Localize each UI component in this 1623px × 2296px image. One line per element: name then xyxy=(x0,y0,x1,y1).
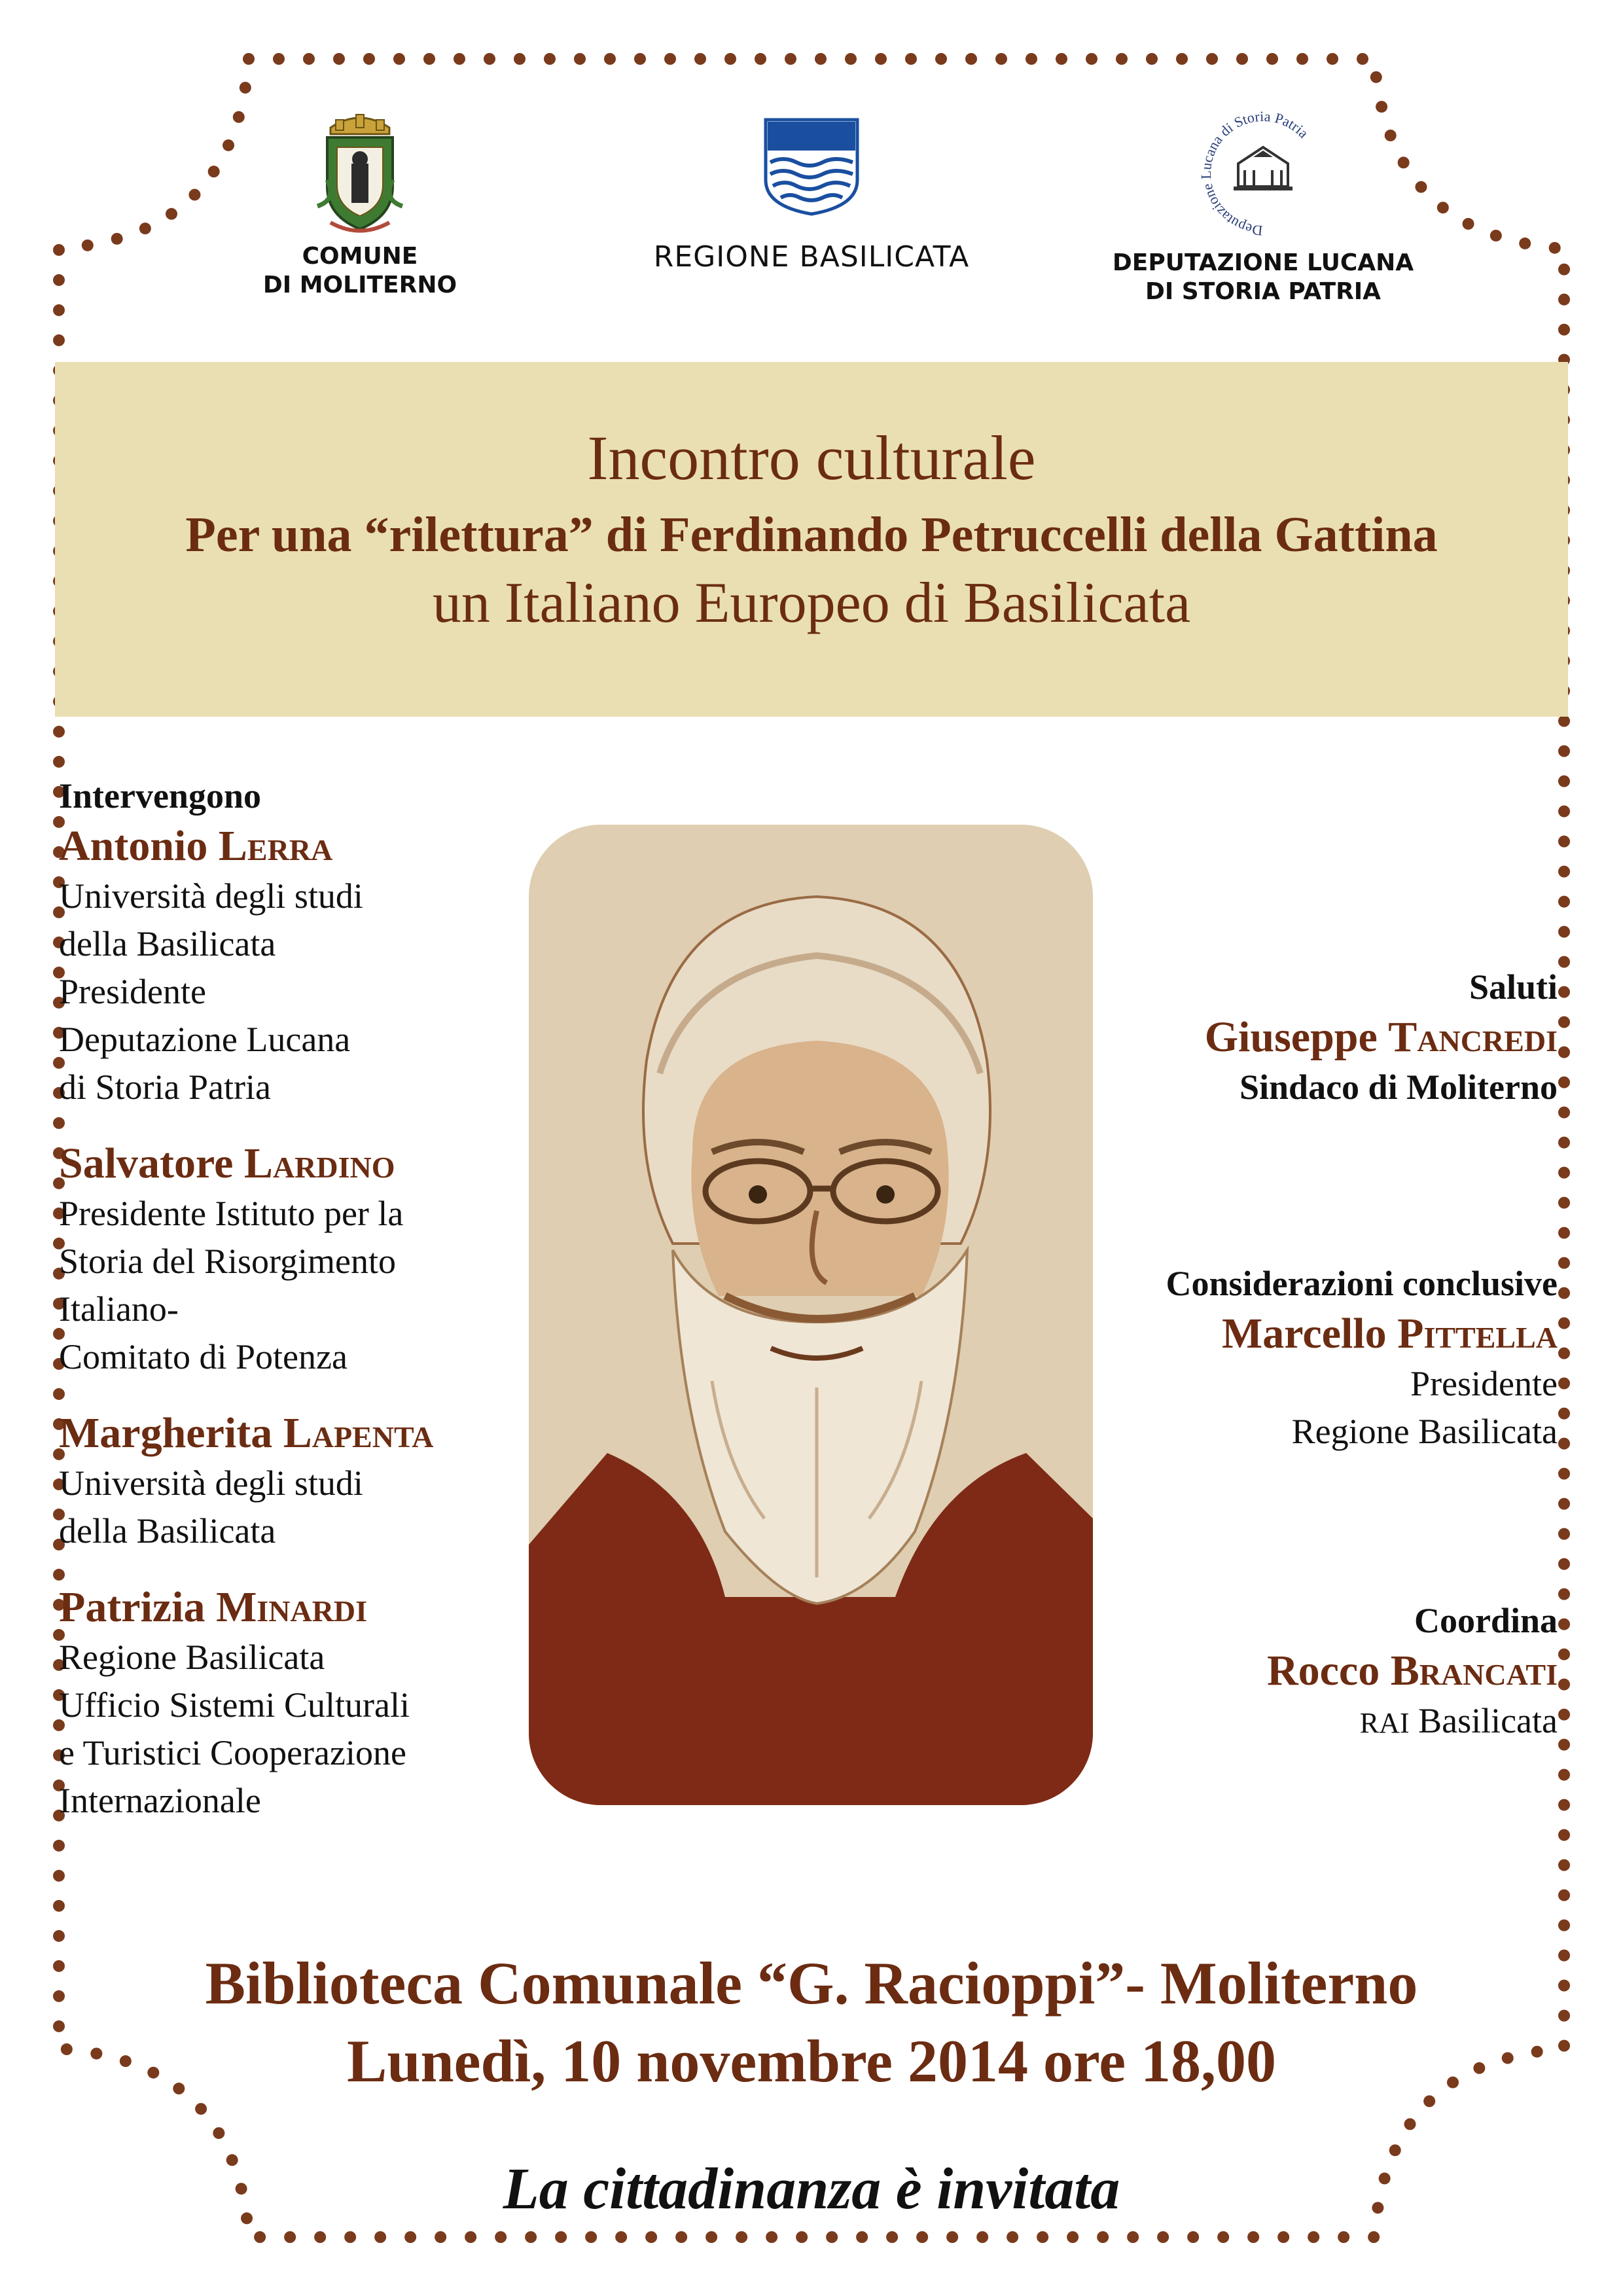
frame-dot xyxy=(465,2231,476,2243)
frame-dot xyxy=(1558,1829,1570,1841)
frame-dot xyxy=(53,274,65,286)
frame-dot xyxy=(525,2231,537,2243)
speaker-role-line: di Storia Patria xyxy=(59,1067,271,1107)
frame-dot xyxy=(1146,53,1158,65)
speaker-name: Margherita Lapenta xyxy=(59,1409,434,1457)
speaker-role-line: della Basilicata xyxy=(59,1511,276,1551)
frame-dot xyxy=(1026,53,1037,65)
frame-dot xyxy=(1338,2231,1349,2243)
regione-basilicata-logo xyxy=(628,118,995,276)
frame-dot xyxy=(1558,1287,1570,1299)
frame-dot xyxy=(1558,1468,1570,1480)
speaker-role-line: e Turistici Cooperazione xyxy=(59,1733,406,1772)
frame-dot xyxy=(53,244,65,256)
frame-dot xyxy=(645,2231,657,2243)
frame-dot xyxy=(1217,2231,1229,2243)
speaker-role-line: Storia del Risorgimento xyxy=(59,1242,396,1281)
date-line: Lunedì, 10 novembre 2014 ore 18,00 xyxy=(346,2028,1277,2094)
venue-line: Biblioteca Comunale “G. Racioppi”- Moliterno xyxy=(205,1950,1418,2017)
conclusive-label: Considerazioni conclusive xyxy=(1166,1264,1558,1303)
saluti-label: Saluti xyxy=(1469,967,1558,1007)
frame-dot xyxy=(1266,53,1278,65)
frame-dot xyxy=(815,53,827,65)
frame-dot xyxy=(1558,1318,1570,1329)
frame-dot xyxy=(1558,1859,1570,1871)
frame-dot xyxy=(1558,324,1570,336)
frame-dot xyxy=(1558,1498,1570,1510)
speaker-name: Antonio Lerra xyxy=(59,822,333,870)
frame-dot xyxy=(1558,1920,1570,1931)
frame-dot xyxy=(615,2231,627,2243)
frame-dot xyxy=(53,304,65,316)
speaker-role-line: Internazionale xyxy=(59,1781,261,1820)
frame-dot xyxy=(826,2231,838,2243)
frame-dot xyxy=(1558,776,1570,787)
frame-dot xyxy=(1176,53,1188,65)
frame-dot xyxy=(886,2231,898,2243)
frame-dot xyxy=(946,2231,958,2243)
invitation-line: La cittadinanza è invitata xyxy=(503,2157,1120,2221)
frame-dot xyxy=(1236,53,1248,65)
frame-dot xyxy=(976,2231,988,2243)
speaker-name: Salvatore Lardino xyxy=(59,1139,395,1187)
frame-dot xyxy=(195,2103,207,2115)
right-column xyxy=(1080,963,1558,1111)
frame-dot xyxy=(705,2231,717,2243)
frame-dot xyxy=(374,2231,386,2243)
frame-dot xyxy=(1187,2231,1199,2243)
frame-dot xyxy=(1037,2231,1048,2243)
frame-dot xyxy=(1308,2231,1319,2243)
frame-dot xyxy=(213,2127,224,2139)
frame-dot xyxy=(755,53,766,65)
frame-dot xyxy=(1423,2095,1435,2107)
frame-dot xyxy=(1463,218,1474,230)
frame-dot xyxy=(514,53,526,65)
event-subtitle-2: un Italiano Europeo di Basilicata xyxy=(432,571,1191,635)
frame-dot xyxy=(1368,2231,1380,2243)
speaker-role-line: Deputazione Lucana xyxy=(59,1020,351,1059)
frame-dot xyxy=(1558,1890,1570,1901)
frame-dot xyxy=(1357,53,1368,65)
conclusive-name: Marcello Pittella xyxy=(1221,1310,1558,1357)
frame-dot xyxy=(1558,956,1570,968)
frame-dot xyxy=(495,2231,507,2243)
speaker-name: Patrizia Minardi xyxy=(59,1583,368,1631)
frame-dot xyxy=(1296,53,1308,65)
frame-dot xyxy=(1558,1077,1570,1088)
frame-dot xyxy=(1370,71,1382,83)
frame-dot xyxy=(454,53,465,65)
speakers-column xyxy=(59,772,543,1825)
frame-dot xyxy=(916,2231,928,2243)
conclusive-block xyxy=(1014,1260,1558,1456)
portrait-drawing xyxy=(529,825,1093,1805)
frame-dot xyxy=(1558,745,1570,757)
frame-dot xyxy=(423,53,435,65)
saluti-name: Giuseppe Tancredi xyxy=(1204,1013,1558,1061)
frame-dot xyxy=(139,223,151,234)
speaker-role-line: Università degli studi xyxy=(59,876,363,916)
frame-dot xyxy=(53,334,65,346)
frame-dot xyxy=(333,53,345,65)
frame-dot xyxy=(344,2231,356,2243)
frame-dot xyxy=(585,2231,597,2243)
frame-dot xyxy=(1549,242,1561,254)
frame-dot xyxy=(856,2231,868,2243)
moliterno-label-2: DI MOLITERNO xyxy=(262,272,457,298)
title-banner xyxy=(55,362,1568,717)
frame-dot xyxy=(574,53,586,65)
frame-dot xyxy=(53,1870,65,1882)
speaker-role-line: Italiano- xyxy=(59,1289,179,1329)
frame-dot xyxy=(273,53,285,65)
frame-dot xyxy=(188,189,200,201)
frame-dot xyxy=(53,726,65,738)
frame-dot xyxy=(1558,1047,1570,1058)
frame-dot xyxy=(875,53,887,65)
frame-dot xyxy=(1558,926,1570,938)
frame-dot xyxy=(484,53,495,65)
frame-dot xyxy=(53,756,65,768)
frame-dot xyxy=(1558,1799,1570,1811)
frame-dot xyxy=(1519,238,1531,249)
frame-dot xyxy=(1558,294,1570,306)
frame-dot xyxy=(393,53,405,65)
speaker-role-line: Ufficio Sistemi Culturali xyxy=(59,1685,410,1725)
frame-dot xyxy=(1157,2231,1169,2243)
frame-dot xyxy=(1067,2231,1079,2243)
coordina-label: Coordina xyxy=(1414,1601,1558,1640)
coordina-role: RAI Basilicata xyxy=(1359,1701,1558,1740)
moliterno-coat-of-arms-icon xyxy=(311,108,409,239)
frame-dot xyxy=(314,2231,326,2243)
frame-dot xyxy=(284,2231,296,2243)
frame-dot xyxy=(240,82,251,94)
deputazione-label-1: DEPUTAZIONE LUCANA xyxy=(1112,249,1414,276)
frame-dot xyxy=(1558,1528,1570,1540)
event-subtitle: Per una “rilettura” di Ferdinando Petruccelli della Gattina xyxy=(185,507,1438,562)
frame-dot xyxy=(766,2231,777,2243)
frame-dot xyxy=(303,53,315,65)
deputazione-seal-icon xyxy=(1191,105,1335,242)
frame-dot xyxy=(1558,986,1570,998)
frame-dot xyxy=(1056,53,1067,65)
frame-dot xyxy=(1558,715,1570,727)
frame-dot xyxy=(1247,2231,1259,2243)
frame-dot xyxy=(1277,2231,1289,2243)
frame-dot xyxy=(1558,1137,1570,1149)
frame-dot xyxy=(233,111,245,123)
frame-dot xyxy=(555,2231,567,2243)
deputazione-logo xyxy=(1086,105,1440,306)
frame-dot xyxy=(1558,866,1570,878)
frame-dot xyxy=(1206,53,1218,65)
frame-dot xyxy=(845,53,857,65)
speaker-entry xyxy=(59,1581,543,1825)
frame-dot xyxy=(664,53,676,65)
frame-dot xyxy=(1558,1016,1570,1028)
frame-dot xyxy=(243,53,255,65)
frame-dot xyxy=(694,53,706,65)
conclusive-role-2: Regione Basilicata xyxy=(1291,1412,1558,1451)
speaker-entry xyxy=(59,1138,543,1381)
coordina-block xyxy=(1080,1597,1558,1747)
frame-dot xyxy=(965,53,977,65)
speaker-role-line: Comitato di Potenza xyxy=(59,1337,348,1376)
frame-dot xyxy=(1490,230,1502,242)
frame-dot xyxy=(995,53,1007,65)
frame-dot xyxy=(675,2231,687,2243)
frame-dot xyxy=(736,2231,747,2243)
frame-dot xyxy=(1007,2231,1018,2243)
frame-dot xyxy=(1558,264,1570,276)
frame-dot xyxy=(785,53,796,65)
frame-dot xyxy=(1558,1348,1570,1359)
frame-dot xyxy=(1558,1197,1570,1209)
seal-ring-text: Deputazione Lucana di Storia Patria xyxy=(1197,107,1312,240)
frame-dot xyxy=(544,53,556,65)
frame-dot xyxy=(1327,53,1338,65)
frame-dot xyxy=(82,240,94,251)
frame-dot xyxy=(1558,836,1570,848)
frame-dot xyxy=(905,53,917,65)
frame-dot xyxy=(1558,1107,1570,1119)
frame-dot xyxy=(1558,1438,1570,1450)
frame-dot xyxy=(1404,2118,1416,2130)
frame-dot xyxy=(1558,1649,1570,1660)
frame-dot xyxy=(1558,1619,1570,1630)
speaker-role-line: Presidente Istituto per la xyxy=(59,1194,404,1233)
saluti-role: Sindaco di Moliterno xyxy=(1239,1067,1558,1107)
frame-dot xyxy=(1558,1739,1570,1751)
speaker-role-line: Regione Basilicata xyxy=(59,1638,325,1677)
frame-dot xyxy=(435,2231,446,2243)
frame-dot xyxy=(1086,53,1097,65)
frame-dot xyxy=(935,53,947,65)
frame-dot xyxy=(604,53,616,65)
frame-dot xyxy=(724,53,736,65)
frame-dot xyxy=(1558,1227,1570,1239)
frame-dot xyxy=(53,1930,65,1942)
frame-dot xyxy=(1558,896,1570,908)
speaker-entry xyxy=(59,1407,543,1555)
speaker-role-line: Presidente xyxy=(59,972,206,1011)
frame-dot xyxy=(796,2231,808,2243)
frame-dot xyxy=(53,1900,65,1912)
conclusive-role-1: Presidente xyxy=(1410,1364,1558,1403)
frame-dot xyxy=(1558,1257,1570,1269)
frame-dot xyxy=(1097,2231,1109,2243)
frame-dot xyxy=(223,139,234,151)
event-title: Incontro culturale xyxy=(587,423,1036,493)
speaker-role-line: della Basilicata xyxy=(59,924,276,963)
speaker-entry xyxy=(59,820,543,1111)
speakers-heading: Intervengono xyxy=(59,776,261,816)
frame-dot xyxy=(53,1840,65,1852)
regione-label: REGIONE BASILICATA xyxy=(653,240,970,274)
moliterno-logo xyxy=(249,108,471,300)
frame-dot xyxy=(1558,1167,1570,1179)
coordina-name: Rocco Brancati xyxy=(1266,1647,1558,1695)
frame-dot xyxy=(1116,53,1128,65)
frame-dot xyxy=(1558,1588,1570,1600)
frame-dot xyxy=(1558,1769,1570,1781)
deputazione-label-2: DI STORIA PATRIA xyxy=(1145,278,1382,305)
frame-dot xyxy=(208,166,220,177)
frame-dot xyxy=(404,2231,416,2243)
frame-dot xyxy=(1558,806,1570,817)
frame-dot xyxy=(166,208,177,220)
frame-dot xyxy=(1558,1378,1570,1390)
frame-dot xyxy=(634,53,646,65)
frame-dot xyxy=(1558,1408,1570,1420)
frame-dot xyxy=(363,53,375,65)
frame-dot xyxy=(1558,1709,1570,1721)
portrait-image xyxy=(529,825,1093,1805)
frame-dot xyxy=(1558,1679,1570,1691)
frame-dot xyxy=(1558,1558,1570,1570)
frame-dot xyxy=(254,2231,266,2243)
frame-dot xyxy=(111,233,123,245)
frame-dot xyxy=(1127,2231,1139,2243)
moliterno-label-1: COMUNE xyxy=(302,243,418,270)
speaker-role-line: Università degli studi xyxy=(59,1463,363,1503)
regione-shield-icon xyxy=(764,118,859,216)
